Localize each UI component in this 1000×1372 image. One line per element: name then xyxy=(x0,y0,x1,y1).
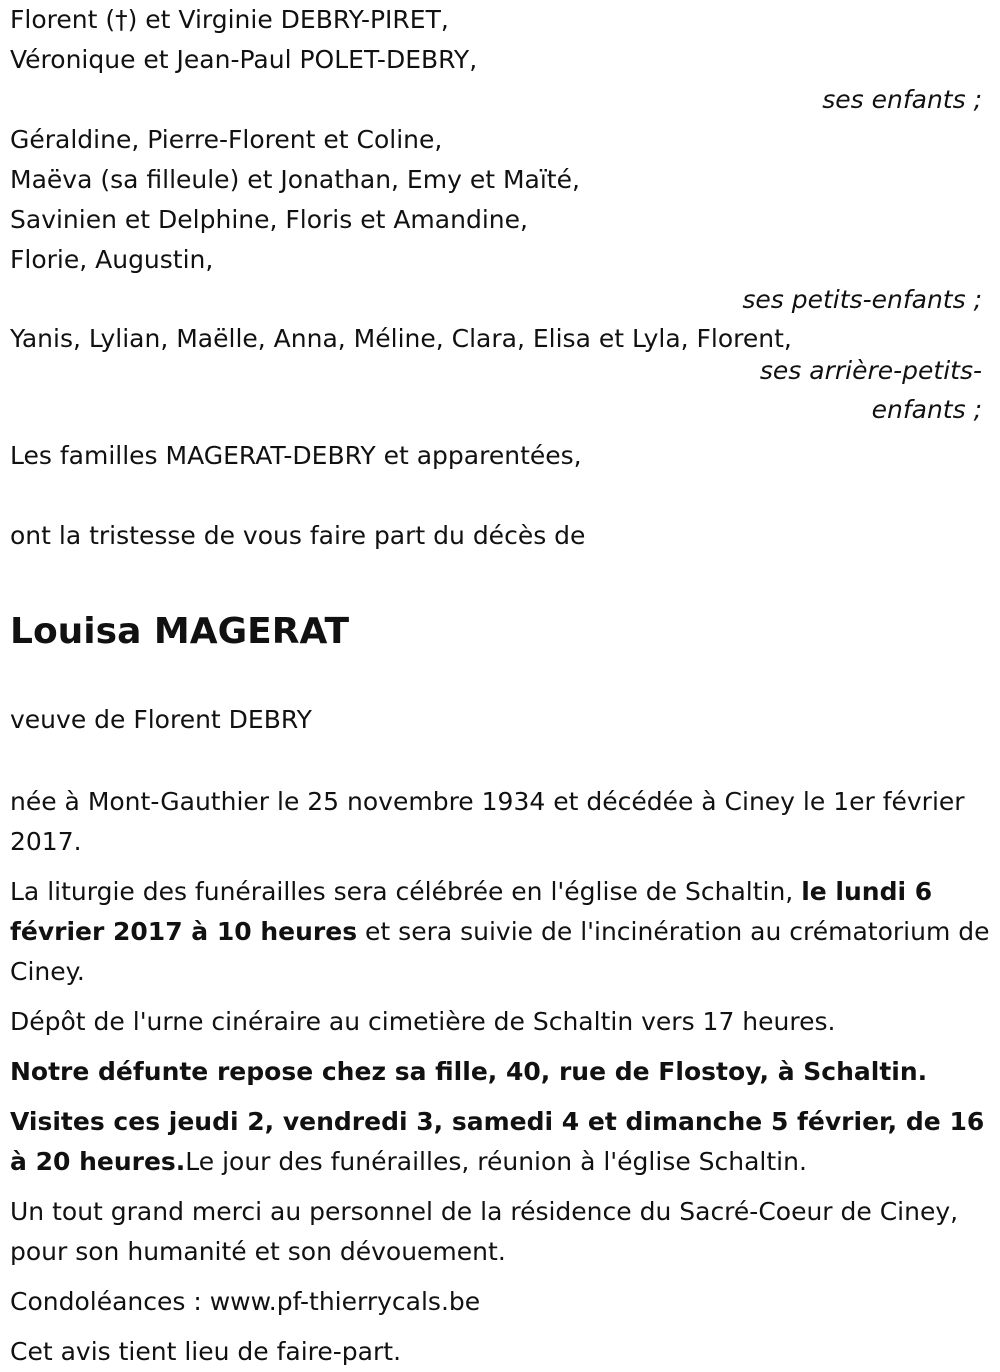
great-grandchild-line: Yanis, Lylian, Maëlle, Anna, Méline, Clara, Elisa et Lyla, Florent, xyxy=(10,324,792,353)
grandchild-line-3: Savinien et Delphine, Floris et Amandine, xyxy=(10,205,528,234)
grandchild-line-2: Maëva (sa filleule) et Jonathan, Emy et Maïté, xyxy=(10,165,580,194)
funeral-paragraph xyxy=(10,872,990,992)
grandchild-line-4: Florie, Augustin, xyxy=(10,245,214,274)
grandchild-line-1: Géraldine, Pierre-Florent et Coline, xyxy=(10,125,443,154)
visits-rest: Le jour des funérailles, réunion à l'église Schaltin. xyxy=(185,1147,807,1176)
deceased-name: Louisa MAGERAT xyxy=(10,611,350,652)
funeral-text-part2: et sera suivie de l'incinération au crématorium de Ciney. xyxy=(10,917,990,986)
visits-paragraph xyxy=(10,1102,990,1182)
birth-death-paragraph: née à Mont-Gauthier le 25 novembre 1934 et décédée à Ciney le 1er février 2017. xyxy=(10,787,965,856)
children-role-label: ses enfants ; xyxy=(822,85,982,114)
condolences-line: Condoléances : www.pf-thierrycals.be xyxy=(10,1287,481,1316)
announcement-line: ont la tristesse de vous faire part du décès de xyxy=(10,521,586,550)
great-grandchildren-section xyxy=(10,320,990,436)
child-line-1: Florent (†) et Virginie DEBRY-PIRET, xyxy=(10,5,449,34)
grandchildren-role-label: ses petits-enfants ; xyxy=(742,285,982,314)
child-line-2: Véronique et Jean-Paul POLET-DEBRY, xyxy=(10,45,478,74)
families-line: Les familles MAGERAT-DEBRY et apparentées, xyxy=(10,441,582,470)
urn-paragraph: Dépôt de l'urne cinéraire au cimetière de Schaltin vers 17 heures. xyxy=(10,1007,836,1036)
rests-paragraph: Notre défunte repose chez sa fille, 40, rue de Flostoy, à Schaltin. xyxy=(10,1057,928,1086)
children-section xyxy=(10,0,990,120)
thanks-paragraph: Un tout grand merci au personnel de la résidence du Sacré-Coeur de Ciney, pour son humanité et son dévouement. xyxy=(10,1197,959,1266)
great-grandchildren-role-label-2: enfants ; xyxy=(871,395,982,424)
funeral-text-part1: La liturgie des funérailles sera célébrée en l'église de Schaltin, xyxy=(10,877,802,906)
widow-of-line: veuve de Florent DEBRY xyxy=(10,705,312,734)
visits-bold: Visites ces jeudi 2, vendredi 3, samedi 4 et dimanche 5 février, de 16 à 20 heures. xyxy=(10,1107,985,1176)
funeral-date-bold: le lundi 6 février 2017 à 10 heures xyxy=(10,877,933,946)
notice-line: Cet avis tient lieu de faire-part. xyxy=(10,1337,402,1366)
grandchildren-section xyxy=(10,120,990,320)
great-grandchildren-role-label-1: ses arrière-petits- xyxy=(759,356,982,385)
